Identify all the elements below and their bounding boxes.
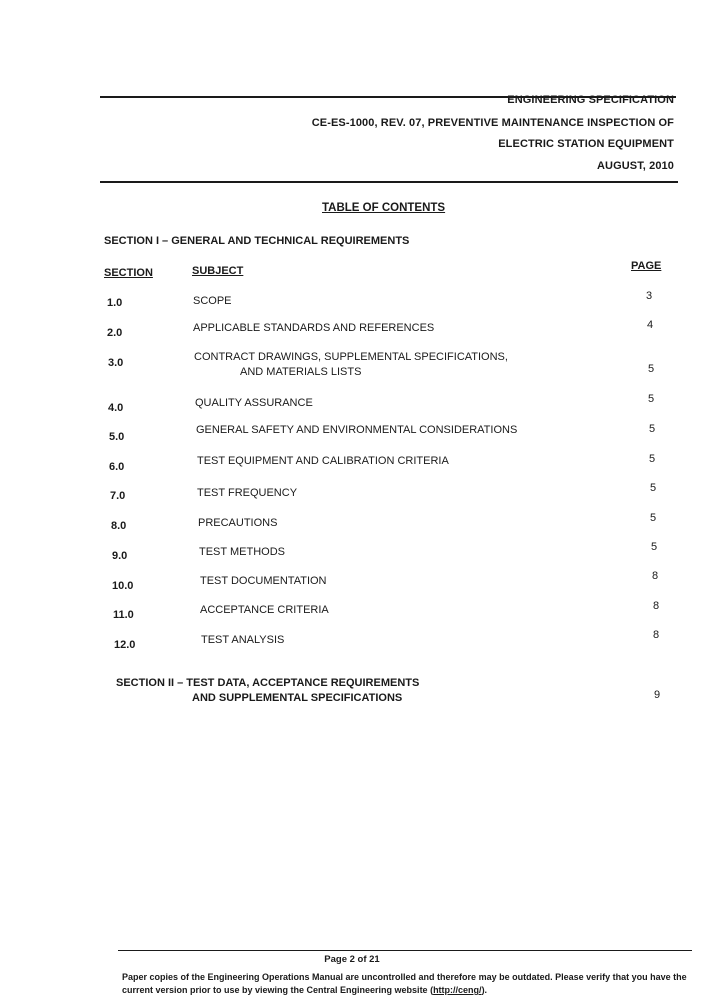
footer-rule bbox=[118, 950, 692, 951]
entry-page: 5 bbox=[647, 393, 655, 405]
section2-heading: SECTION II – TEST DATA, ACCEPTANCE REQUIREMENTS bbox=[116, 677, 420, 689]
entry-page: 4 bbox=[646, 319, 654, 331]
section1-heading: SECTION I – GENERAL AND TECHNICAL REQUIREMENTS bbox=[104, 235, 410, 247]
entry-subject: SCOPE bbox=[193, 295, 232, 307]
entry-page: 5 bbox=[648, 453, 656, 465]
entry-number: 12.0 bbox=[114, 639, 136, 651]
footer-disclaimer-end: ). bbox=[481, 985, 488, 995]
entry-subject: TEST EQUIPMENT AND CALIBRATION CRITERIA bbox=[197, 455, 449, 467]
column-page: PAGE bbox=[631, 260, 662, 272]
doc-type: ENGINEERING SPECIFICATION bbox=[507, 94, 674, 106]
entry-number: 2.0 bbox=[107, 327, 123, 339]
toc-title: TABLE OF CONTENTS bbox=[322, 202, 446, 214]
entry-subject: GENERAL SAFETY AND ENVIRONMENTAL CONSIDERATIONS bbox=[196, 424, 518, 436]
central-engineering-link[interactable]: http://ceng/ bbox=[433, 985, 482, 995]
section2-page: 9 bbox=[653, 689, 661, 701]
entry-subject: ACCEPTANCE CRITERIA bbox=[200, 604, 329, 616]
column-section: SECTION bbox=[104, 267, 153, 279]
section2-heading-cont: AND SUPPLEMENTAL SPECIFICATIONS bbox=[192, 692, 403, 704]
entry-subject: QUALITY ASSURANCE bbox=[195, 397, 313, 409]
entry-number: 9.0 bbox=[112, 550, 128, 562]
entry-page: 3 bbox=[645, 290, 653, 302]
footer-disclaimer bbox=[122, 971, 696, 997]
entry-page: 5 bbox=[648, 423, 656, 435]
doc-date: AUGUST, 2010 bbox=[596, 160, 674, 172]
entry-page: 5 bbox=[649, 512, 657, 524]
entry-number: 8.0 bbox=[111, 520, 127, 532]
header-bottom-rule bbox=[100, 181, 678, 183]
entry-page: 8 bbox=[652, 629, 660, 641]
entry-number: 6.0 bbox=[109, 461, 125, 473]
doc-title-cont: ELECTRIC STATION EQUIPMENT bbox=[498, 138, 674, 150]
entry-number: 1.0 bbox=[107, 297, 123, 309]
footer-disclaimer-text: Paper copies of the Engineering Operations Manual are uncontrolled and therefore may be outdated. Please verify that you have the current version prior to use by viewing the Central Engineering website ( bbox=[122, 972, 687, 995]
entry-number: 3.0 bbox=[108, 357, 124, 369]
entry-page: 5 bbox=[649, 482, 657, 494]
entry-number: 10.0 bbox=[112, 580, 134, 592]
entry-subject: TEST METHODS bbox=[199, 546, 285, 558]
entry-page: 8 bbox=[652, 600, 660, 612]
footer-page-number: Page 2 of 21 bbox=[324, 954, 380, 965]
entry-subject: PRECAUTIONS bbox=[198, 517, 278, 529]
entry-number: 7.0 bbox=[110, 490, 126, 502]
entry-page: 8 bbox=[651, 570, 659, 582]
entry-subject: TEST ANALYSIS bbox=[201, 634, 285, 646]
entry-number: 11.0 bbox=[113, 609, 134, 621]
entry-subject: TEST FREQUENCY bbox=[197, 487, 298, 499]
entry-page: 5 bbox=[650, 541, 658, 553]
entry-subject: TEST DOCUMENTATION bbox=[200, 575, 327, 587]
entry-number: 5.0 bbox=[109, 431, 125, 443]
doc-number-title: CE-ES-1000, REV. 07, PREVENTIVE MAINTENANCE INSPECTION OF bbox=[311, 117, 674, 129]
entry-subject-cont: AND MATERIALS LISTS bbox=[240, 366, 362, 378]
entry-page: 5 bbox=[647, 363, 655, 375]
entry-subject: CONTRACT DRAWINGS, SUPPLEMENTAL SPECIFICATIONS, bbox=[194, 351, 508, 363]
column-subject: SUBJECT bbox=[192, 265, 244, 277]
entry-subject: APPLICABLE STANDARDS AND REFERENCES bbox=[193, 322, 435, 334]
entry-number: 4.0 bbox=[108, 402, 124, 414]
